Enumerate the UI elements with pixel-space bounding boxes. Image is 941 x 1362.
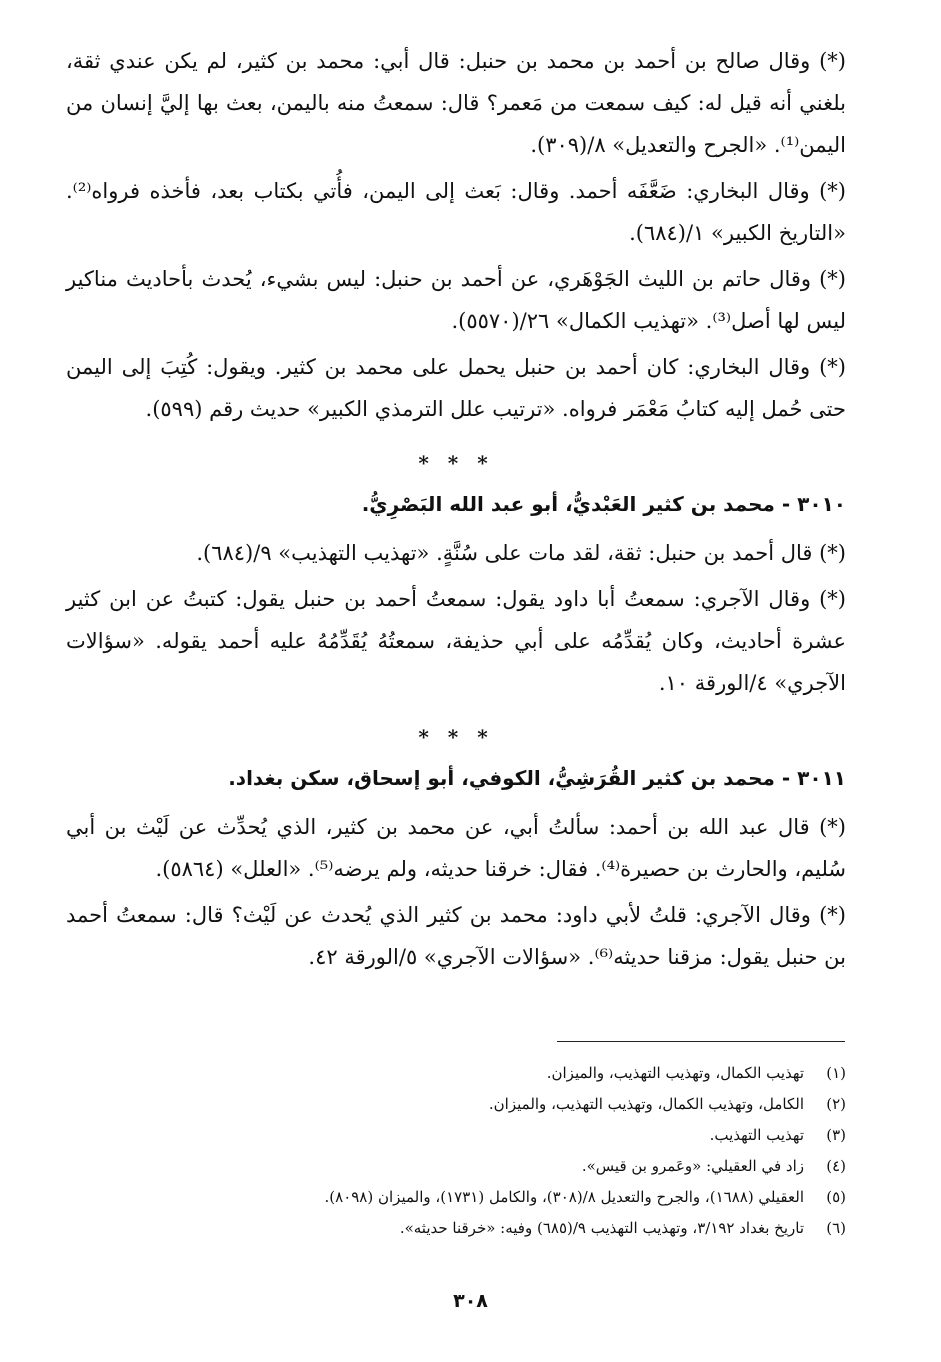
footnote-text: تهذيب الكمال، وتهذيب التهذيب، والميزان. xyxy=(546,1064,804,1082)
footnote-divider xyxy=(557,1041,845,1042)
footnote xyxy=(66,1182,846,1213)
page-number: ٣٠٨ xyxy=(453,1290,488,1312)
footnote xyxy=(66,1151,846,1182)
footnote-number: (١) xyxy=(826,1064,846,1082)
footnote-text: الكامل، وتهذيب الكمال، وتهذيب التهذيب، والميزان. xyxy=(488,1095,804,1113)
footnote-number: (٣) xyxy=(826,1126,846,1144)
footnote-text: تهذيب التهذيب. xyxy=(709,1126,804,1144)
paragraph: (*) وقال البخاري: كان أحمد بن حنبل يحمل على محمد بن كثير. ويقول: كُتِبَ إلى اليمن حتى حُمل إليه كتابُ مَعْمَر فرواه. «ترتيب علل الترمذي الكبير» حديث رقم (٥٩٩). xyxy=(66,355,846,421)
entry-title-3011: ٣٠١١ - محمد بن كثير القُرَشِيُّ، الكوفي، أبو إسحاق، سكن بغداد. xyxy=(228,766,846,790)
footnote-text: تاريخ بغداد ٣/١٩٢، وتهذيب التهذيب ٩/(٦٨٥) وفيه: «خرقنا حديثه». xyxy=(399,1219,804,1237)
footnote-number: (٦) xyxy=(826,1219,846,1237)
footnote-number: (٤) xyxy=(826,1157,846,1175)
paragraph: (*) وقال صالح بن أحمد بن محمد بن حنبل: قال أبي: محمد بن كثير، لم يكن عندي ثقة، بلغني أنه قيل له: كيف سمعت من مَعمر؟ قال: سمعتُ منه باليمن، بعث بها إليَّ إنسان من اليمن⁽¹⁾. «الجرح والتعديل» ٨/(٣٠٩). xyxy=(66,49,846,157)
footnote-text: زاد في العقيلي: «وعَمرو بن قيس». xyxy=(581,1157,804,1175)
footnote xyxy=(66,1120,846,1151)
footnote xyxy=(66,1058,846,1089)
section-separator: * * * xyxy=(418,725,494,749)
section-separator: * * * xyxy=(418,451,494,475)
paragraph: (*) وقال الآجري: سمعتُ أبا داود يقول: سمعتُ أحمد بن حنبل يقول: كتبتُ عن ابن كثير عشرة أحاديث، وكان يُقدِّمُه على أبي حذيفة، سمعتُهُ يُقَدِّمُهُ عليه أحمد يقوله. «سؤالات الآجري» ٤/الورقة ١٠. xyxy=(66,587,846,695)
footnote xyxy=(66,1213,846,1244)
paragraph: (*) قال عبد الله بن أحمد: سألتُ أبي، عن محمد بن كثير، الذي يُحدِّث عن لَيْث بن أبي سُليم، والحارث بن حصيرة⁽⁴⁾. فقال: خرقنا حديثه، ولم يرضه⁽⁵⁾. «العلل» (٥٨٦٤). xyxy=(66,815,846,881)
footnotes xyxy=(66,1058,846,1244)
entry-title-3010: ٣٠١٠ - محمد بن كثير العَبْديُّ، أبو عبد الله البَصْرِيُّ. xyxy=(361,492,846,516)
footnote xyxy=(66,1089,846,1120)
paragraph: (*) وقال الآجري: قلتُ لأبي داود: محمد بن كثير الذي يُحدث عن لَيْث؟ قال: سمعتُ أحمد بن حنبل يقول: مزقنا حديثه⁽⁶⁾. «سؤالات الآجري» ٥/الورقة ٤٢. xyxy=(66,903,846,969)
footnote-number: (٢) xyxy=(826,1095,846,1113)
page-body xyxy=(66,40,846,982)
footnote-number: (٥) xyxy=(826,1188,846,1206)
paragraph: (*) وقال حاتم بن الليث الجَوْهَري، عن أحمد بن حنبل: ليس بشيء، يُحدث بأحاديث مناكير ليس لها أصل⁽³⁾. «تهذيب الكمال» ٢٦/(٥٥٧٠). xyxy=(66,267,846,333)
paragraph: (*) قال أحمد بن حنبل: ثقة، لقد مات على سُنَّةٍ. «تهذيب التهذيب» ٩/(٦٨٤). xyxy=(196,541,846,565)
paragraph: (*) وقال البخاري: ضَعَّفَه أحمد. وقال: بَعث إلى اليمن، فأُتي بكتاب بعد، فأخذه فرواه⁽²⁾. «التاريخ الكبير» ١/(٦٨٤). xyxy=(66,179,846,245)
footnote-text: العقيلي (١٦٨٨)، والجرح والتعديل ٨/(٣٠٨)، والكامل (١٧٣١)، والميزان (٨٠٩٨). xyxy=(324,1188,804,1206)
